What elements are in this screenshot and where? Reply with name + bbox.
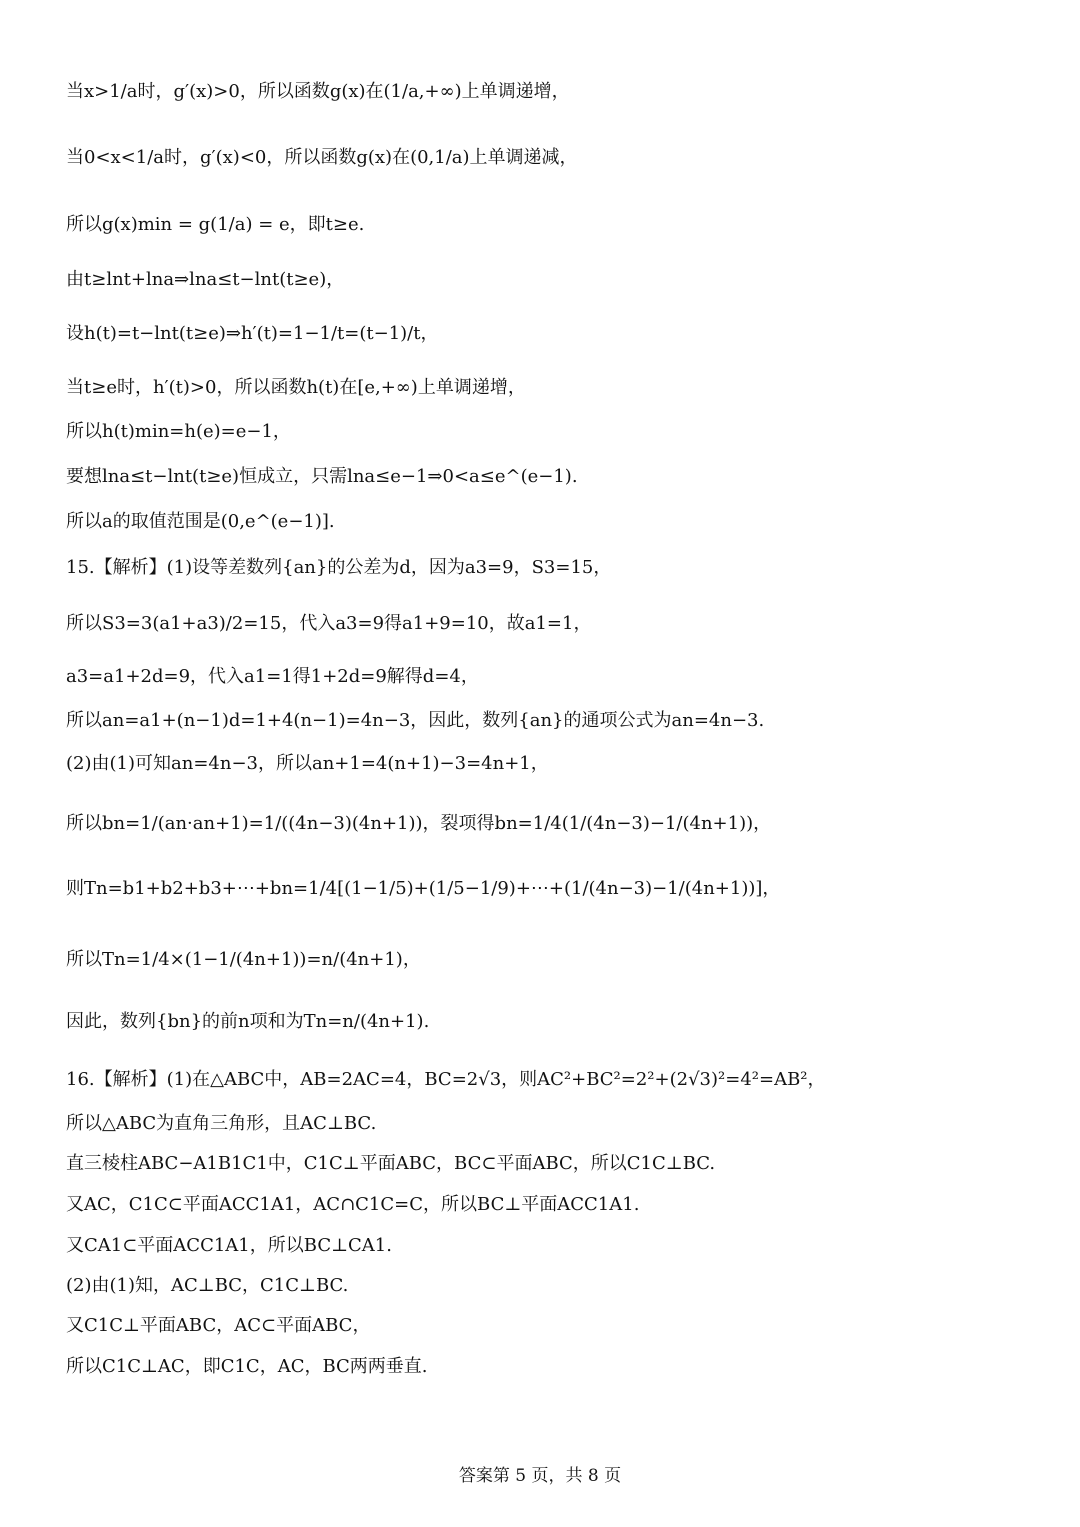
text-line-12: a3=a1+2d=9，代入a1=1得1+2d=9解得d=4，: [66, 666, 479, 687]
text-line-24: (2)由(1)知，AC⊥BC，C1C⊥BC.: [66, 1275, 349, 1296]
text-line-21: 直三棱柱ABC−A1B1C1中，C1C⊥平面ABC，BC⊂平面ABC，所以C1C⊥BC.: [66, 1153, 716, 1174]
text-line-7: 所以h(t)min=h(e)=e−1，: [66, 421, 291, 442]
text-line-10: 15.【解析】(1)设等差数列{an}的公差为d，因为a3=9，S3=15，: [66, 557, 612, 578]
text-line-2: 当0<x<1/a时，g′(x)<0，所以函数g(x)在(0,1/a)上单调递减，: [66, 147, 578, 168]
text-line-25: 又C1C⊥平面ABC，AC⊂平面ABC，: [66, 1315, 371, 1336]
page-footer: 答案第 5 页，共 8 页: [458, 1466, 622, 1486]
text-line-11: 所以S3=3(a1+a3)/2=15，代入a3=9得a1+9=10，故a1=1，: [66, 613, 592, 634]
text-line-4: 由t≥lnt+lna⇒lna≤t−lnt(t≥e)，: [66, 269, 345, 290]
text-line-14: (2)由(1)可知an=4n−3，所以an+1=4(n+1)−3=4n+1，: [66, 753, 549, 774]
text-line-23: 又CA1⊂平面ACC1A1，所以BC⊥CA1.: [66, 1235, 392, 1256]
text-line-13: 所以an=a1+(n−1)d=1+4(n−1)=4n−3，因此，数列{an}的通项公式为an=4n−3.: [66, 710, 765, 731]
text-line-26: 所以C1C⊥AC，即C1C，AC，BC两两垂直.: [66, 1356, 428, 1377]
text-line-8: 要想lna≤t−lnt(t≥e)恒成立，只需lna≤e−1⇒0<a≤e^(e−1).: [66, 466, 578, 487]
text-line-18: 因此，数列{bn}的前n项和为Tn=n/(4n+1).: [66, 1011, 430, 1032]
text-line-19: 16.【解析】(1)在△ABC中，AB=2AC=4，BC=2√3，则AC²+BC²=2²+(2√3)²=4²=AB²，: [66, 1069, 826, 1090]
text-line-5: 设h(t)=t−lnt(t≥e)⇒h′(t)=1−1/t=(t−1)/t，: [66, 323, 439, 344]
text-line-9: 所以a的取值范围是(0,e^(e−1)].: [66, 511, 335, 532]
text-line-20: 所以△ABC为直角三角形，且AC⊥BC.: [66, 1113, 377, 1134]
text-line-1: 当x>1/a时，g′(x)>0，所以函数g(x)在(1/a,+∞)上单调递增，: [66, 81, 570, 102]
text-line-17: 所以Tn=1/4×(1−1/(4n+1))=n/(4n+1)，: [66, 949, 421, 970]
text-line-22: 又AC，C1C⊂平面ACC1A1，AC∩C1C=C，所以BC⊥平面ACC1A1.: [66, 1194, 640, 1215]
text-line-16: 则Tn=b1+b2+b3+⋯+bn=1/4[(1−1/5)+(1/5−1/9)+⋯+(1/(4n−3)−1/(4n+1))]，: [66, 878, 781, 899]
text-line-6: 当t≥e时，h′(t)>0，所以函数h(t)在[e,+∞)上单调递增，: [66, 377, 526, 398]
text-line-3: 所以g(x)min = g(1/a) = e，即t≥e.: [66, 214, 365, 235]
text-line-15: 所以bn=1/(an·an+1)=1/((4n−3)(4n+1))，裂项得bn=1/4(1/(4n−3)−1/(4n+1))，: [66, 813, 772, 834]
